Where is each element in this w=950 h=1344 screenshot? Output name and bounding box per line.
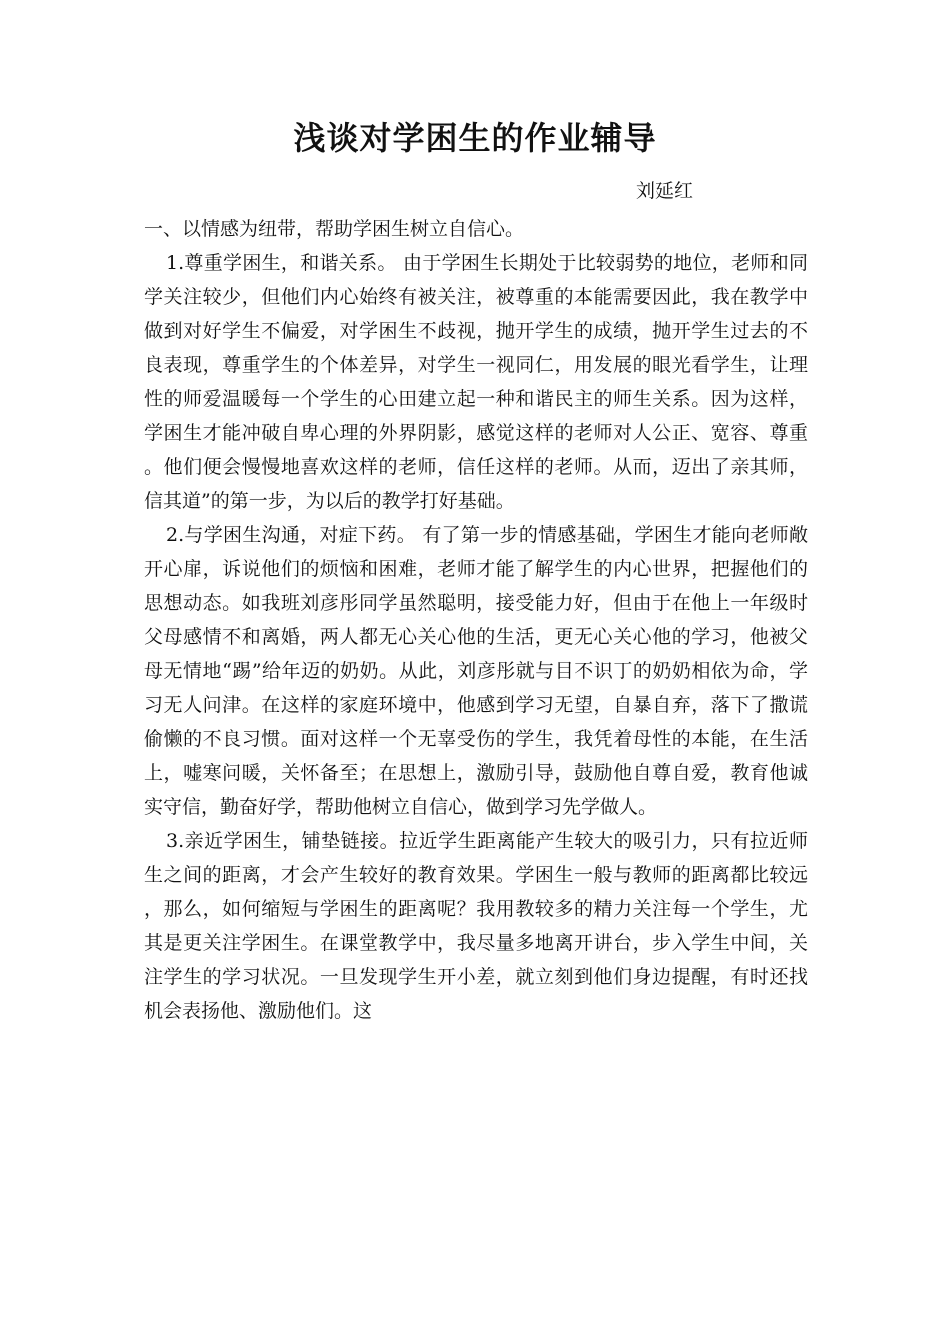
document-title: 浅谈对学困生的作业辅导: [293, 119, 657, 157]
section-heading: 一、以情感为纽带，帮助学困生树立自信心。: [144, 218, 525, 240]
paragraph-respect: 1.尊重学困生，和谐关系。 由于学困生长期处于比较弱势的地位，老师和同学关注较少，但他们内心始终有被关注，被尊重的本能需要因此，我在教学中做到对好学生不偏爱，对学困生不歧视，抛开学生的成绩，抛开学生过去的不良表现，尊重学生的个体差异，对学生一视同仁，用发展的眼光看学生，让理性的师爱温暖每一个学生的心田建立起一种和谐民主的师生关系。因为这样，学困生才能冲破自卑心理的外界阴影，感觉这样的老师对人公正、宽容、尊重。他们便会慢慢地喜欢这样的老师，信任这样的老师。从而，迈出了亲其师，信其道”的第一步，为以后的教学打好基础。: [144, 252, 808, 512]
author-name: 刘延红: [636, 180, 694, 202]
document-body: [144, 212, 808, 1028]
paragraph-communication: 2.与学困生沟通，对症下药。 有了第一步的情感基础，学困生才能向老师敞开心扉，诉说他们的烦恼和困难，老师才能了解学生的内心世界，把握他们的思想动态。如我班刘彦彤同学虽然聪明，接受能力好，但由于在他上一年级时父母感情不和离婚，两人都无心关心他的生活，更无心关心他的学习，他被父母无情地“踢”给年迈的奶奶。从此，刘彦彤就与目不识丁的奶奶相依为命，学习无人问津。在这样的家庭环境中，他感到学习无望，自暴自弃，落下了撒谎偷懒的不良习惯。面对这样一个无辜受伤的学生，我凭着母性的本能，在生活上，嘘寒问暖，关怀备至；在思想上，激励引导，鼓励他自尊自爱，教育他诚实守信，勤奋好学，帮助他树立自信心，做到学习先学做人。: [144, 524, 808, 818]
paragraph-closeness: 3.亲近学困生，铺垫链接。拉近学生距离能产生较大的吸引力，只有拉近师生之间的距离，才会产生较好的教育效果。学困生一般与教师的距离都比较远，那么，如何缩短与学困生的距离呢？我用教较多的精力关注每一个学生，尤其是更关注学困生。在课堂教学中，我尽量多地离开讲台，步入学生中间，关注学生的学习状况。一旦发现学生开小差，就立刻到他们身边提醒，有时还找机会表扬他、激励他们。这: [144, 830, 808, 1022]
